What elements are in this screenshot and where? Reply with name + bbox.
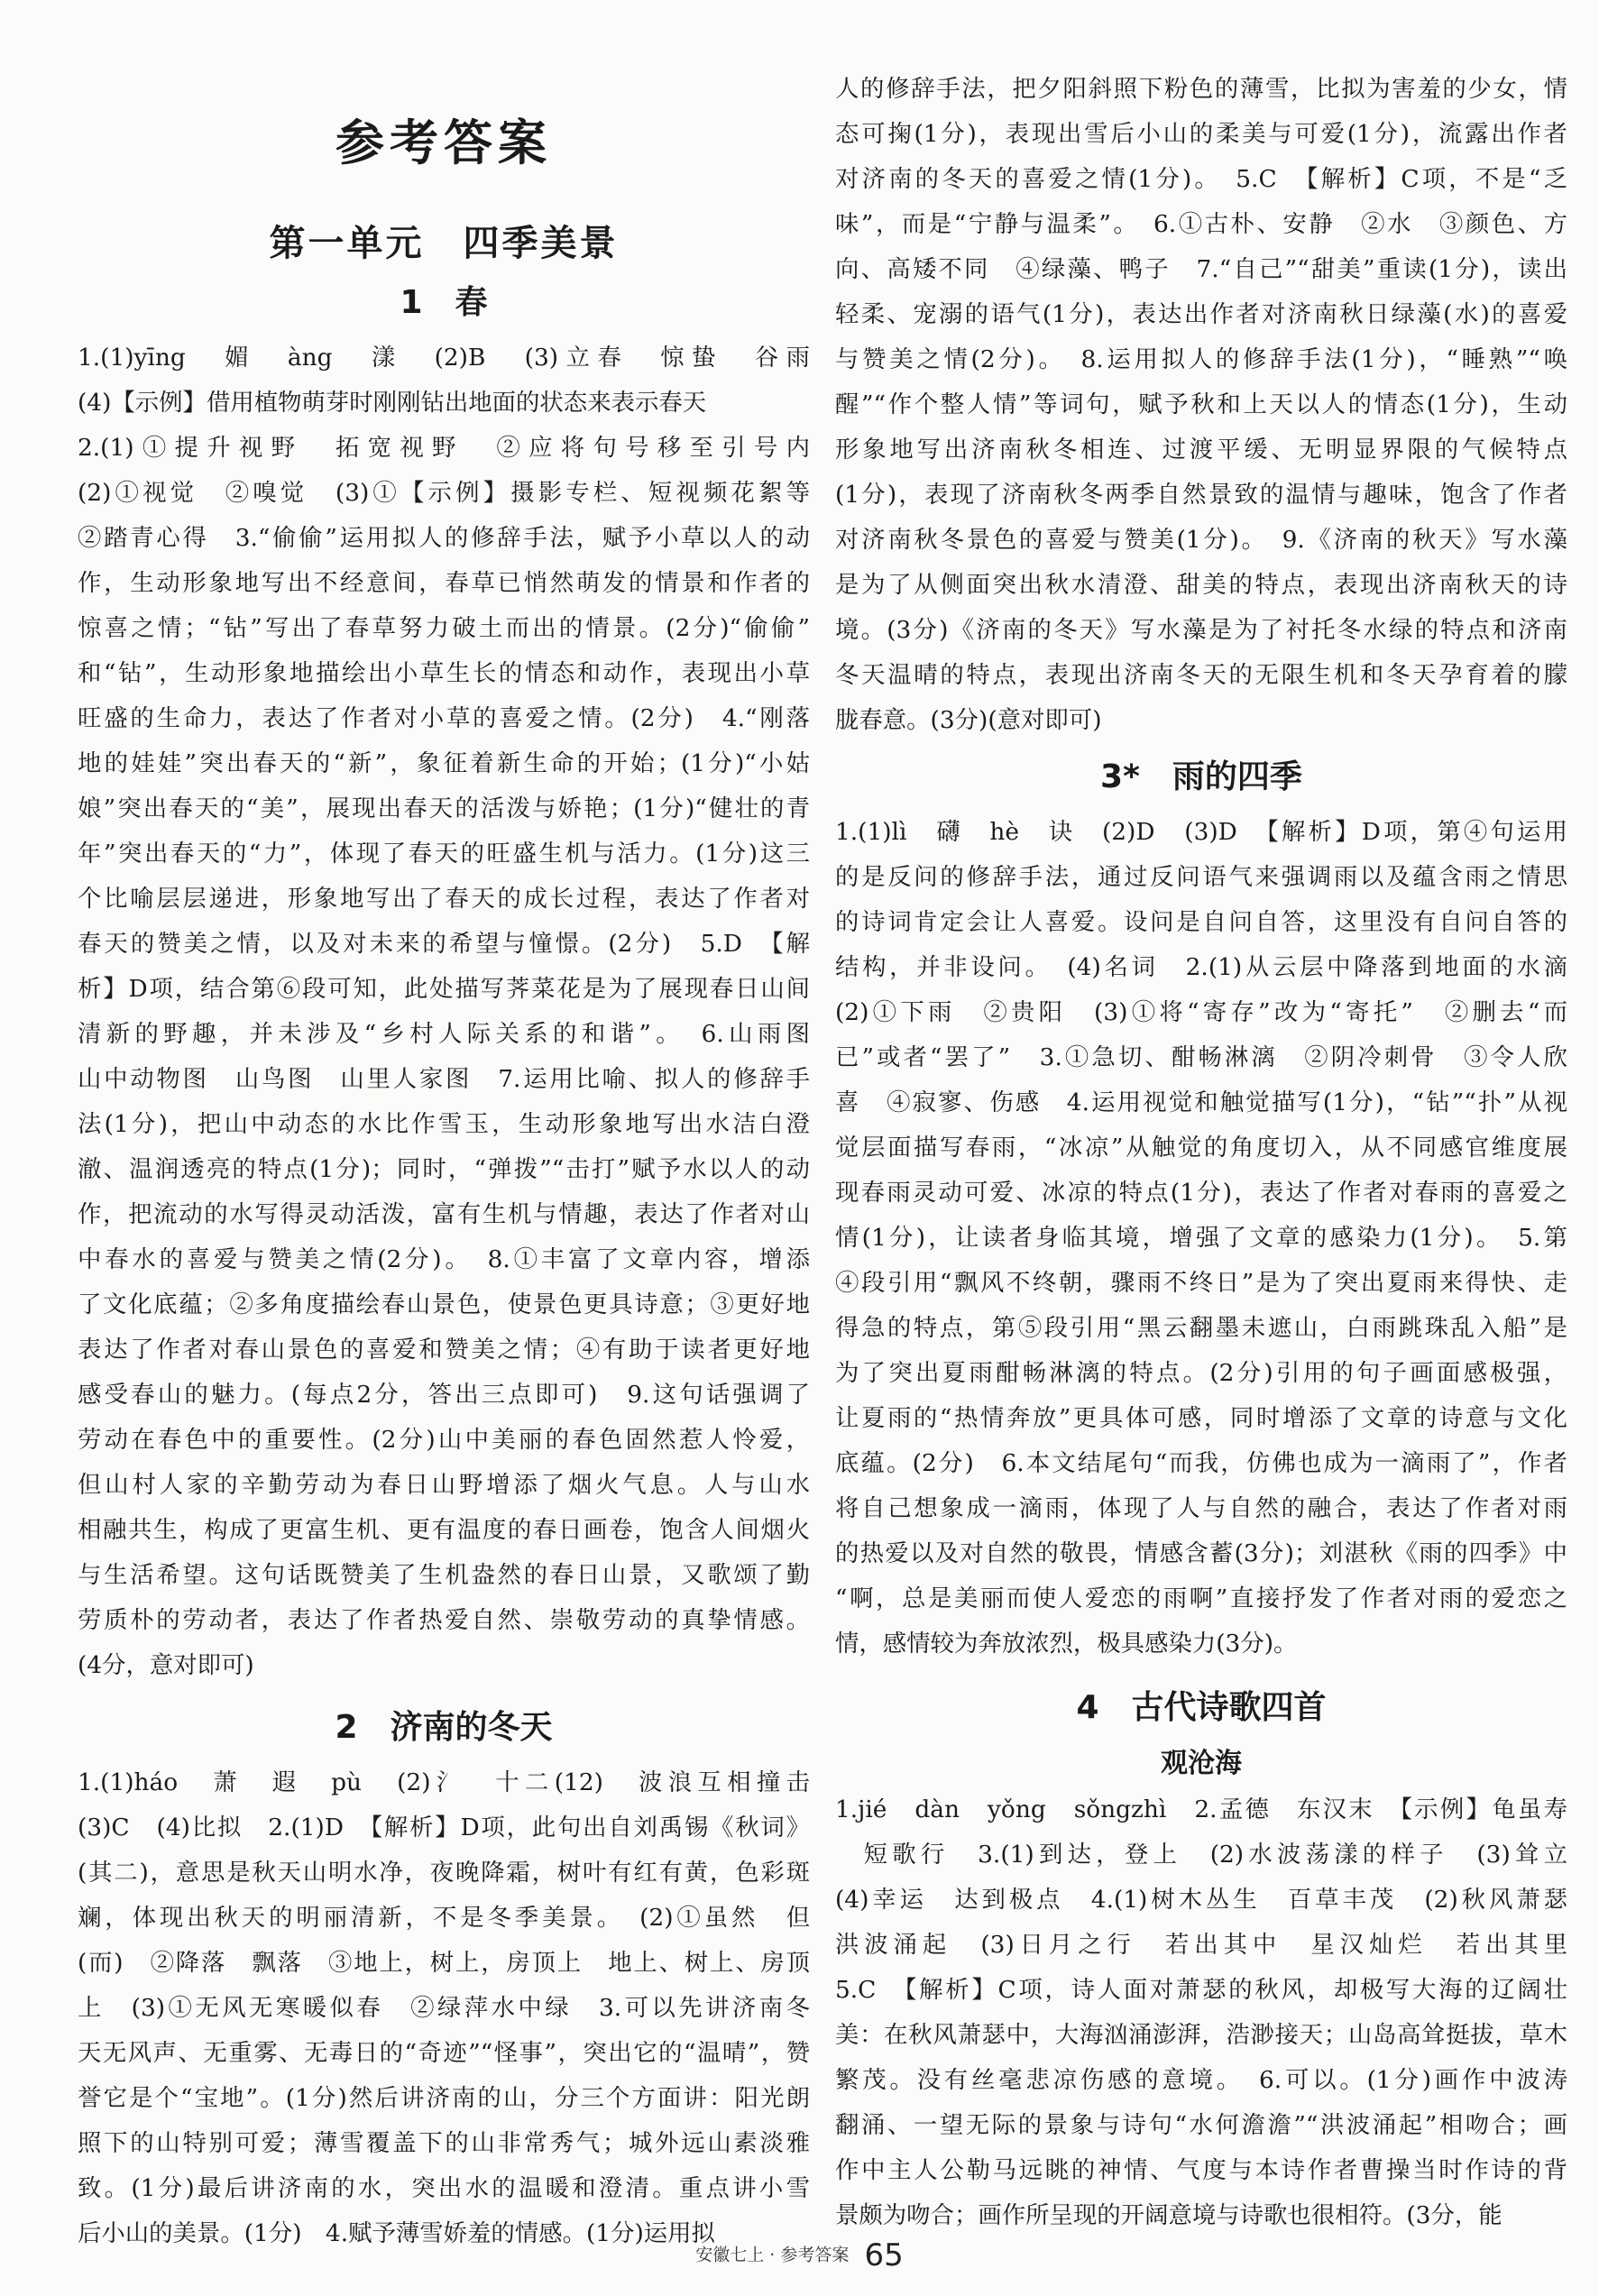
answer-line: 劳动在春色中的重要性。(2分)山中美丽的春色固然惹人怜爱， — [78, 1426, 810, 1454]
answer-line: 让夏雨的“热情奔放”更具体可感，同时增添了文章的诗意与文化 — [835, 1404, 1567, 1432]
answer-line: 情(1分)，让读者身临其境，增强了文章的感染力(1分)。 5.第 — [835, 1224, 1567, 1252]
footer-text: 安徽七上 · 参考答案 — [695, 2245, 850, 2265]
unit-title: 第一单元 四季美景 — [269, 223, 619, 264]
lesson-title-2: 2 济南的冬天 — [335, 1709, 553, 1746]
answer-line: 的热爱以及对自然的敬畏，情感含蓄(3分)；刘湛秋《雨的四季》中 — [835, 1539, 1567, 1567]
answer-line: 惊喜之情；“钻”写出了春草努力破土而出的情景。(2分)“偷偷” — [78, 614, 810, 642]
answer-line: (4分，意对即可) — [78, 1651, 254, 1679]
answer-line: (而) ②降落 飘落 ③地上，树上，房顶上 地上、树上、房顶 — [78, 1949, 810, 1977]
answer-block-lesson-2-cont — [835, 67, 1567, 743]
answer-line: 春天的赞美之情，以及对未来的希望与憧憬。(2分) 5.D 【解 — [78, 930, 810, 958]
answer-line: 翻涌、一望无际的景象与诗句“水何澹澹”“洪波涌起”相吻合；画 — [835, 2111, 1567, 2139]
answer-line: 致。(1分)最后讲济南的水，突出水的温暖和澄清。重点讲小雪 — [78, 2174, 810, 2202]
answer-line: 形象地写出济南秋冬相连、过渡平缓、无明显界限的气候特点 — [835, 436, 1567, 464]
answer-line: 娘”突出春天的“美”，展现出春天的活泼与娇艳；(1分)“健壮的青 — [78, 794, 810, 822]
answer-line: 相融共生，构成了更富生机、更有温度的春日画卷，饱含人间烟火 — [78, 1516, 810, 1544]
answer-line: 1.(1)háo 萧 遐 pù (2)氵 十二(12) 波浪互相撞击 — [78, 1768, 810, 1796]
answer-line: 析】D项，结合第⑥段可知，此处描写荠菜花是为了展现春日山间 — [78, 975, 810, 1003]
answer-line: 境。(3分)《济南的冬天》写水藻是为了衬托冬水绿的特点和济南 — [835, 616, 1567, 644]
answer-line: 醒”“作个整人情”等词句，赋予秋和上天以人的情态(1分)，生动 — [835, 390, 1567, 418]
answer-block-lesson-1 — [78, 335, 810, 1688]
answer-line: (1分)，表现了济南秋冬两季自然景致的温情与趣味，饱含了作者 — [835, 481, 1567, 509]
answer-line: 5.C 【解析】C项，诗人面对萧瑟的秋风，却极写大海的辽阔壮 — [835, 1976, 1567, 2004]
answer-line: (4)幸运 达到极点 4.(1)树木丛生 百草丰茂 (2)秋风萧瑟 — [835, 1886, 1567, 1914]
answer-line: 底蕴。(2分) 6.本文结尾句“而我，仿佛也成为一滴雨了”，作者 — [835, 1449, 1567, 1477]
lesson-title-4: 4 古代诗歌四首 — [1076, 1689, 1327, 1726]
answer-line: 喜 ④寂寥、伤感 4.运用视觉和触觉描写(1分)，“钻”“扑”从视 — [835, 1088, 1567, 1116]
left-column — [78, 0, 810, 2256]
answer-line: 感受春山的魅力。(每点2分，答出三点即可) 9.这句话强调了 — [78, 1381, 810, 1409]
answer-line: (2)①视觉 ②嗅觉 (3)①【示例】摄影专栏、短视频花絮等 — [78, 479, 810, 507]
answer-line: 短歌行 3.(1)到达，登上 (2)水波荡漾的样子 (3)耸立 — [835, 1841, 1567, 1869]
answer-line: 1.jié dàn yǒng sǒngzhì 2.孟德 东汉末 【示例】龟虽寿 — [835, 1795, 1567, 1823]
answer-line: 了文化底蕴；②多角度描绘春山景色，使景色更具诗意；③更好地 — [78, 1290, 810, 1318]
answer-line: 清新的野趣，并未涉及“乡村人际关系的和谐”。 6.山雨图 — [78, 1020, 810, 1048]
answer-line: 结构，并非设问。 (4)名词 2.(1)从云层中降落到地面的水滴 — [835, 953, 1567, 981]
answer-line: 旺盛的生命力，表达了作者对小草的喜爱之情。(2分) 4.“刚落 — [78, 704, 810, 732]
answer-line: 上 (3)①无风无寒暖似春 ②绿萍水中绿 3.可以先讲济南冬 — [78, 1994, 810, 2022]
answer-line: 地的娃娃”突出春天的“新”，象征着新生命的开始；(1分)“小姑 — [78, 749, 810, 777]
answer-line: 的是反问的修辞手法，通过反问语气来强调雨以及蕴含雨之情思 — [835, 863, 1567, 891]
answer-block-lesson-2 — [78, 1760, 810, 2256]
answer-line: 景颇为吻合；画作所呈现的开阔意境与诗歌也很相符。(3分，能 — [835, 2201, 1503, 2229]
lesson-title-1: 1 春 — [400, 284, 488, 321]
answer-line: “啊，总是美丽而使人爱恋的雨啊”直接抒发了作者对雨的爱恋之 — [835, 1584, 1567, 1612]
answer-line: 洪波涌起 (3)日月之行 若出其中 星汉灿烂 若出其里 — [835, 1931, 1567, 1959]
answer-line: 但山村人家的辛勤劳动为春日山野增添了烟火气息。人与山水 — [78, 1471, 810, 1499]
answer-line: 对济南秋冬景色的喜爱与赞美(1分)。 9.《济南的秋天》写水藻 — [835, 526, 1567, 554]
answer-line: 人的修辞手法，把夕阳斜照下粉色的薄雪，比拟为害羞的少女，情 — [835, 75, 1567, 103]
answer-line: 法(1分)，把山中动态的水比作雪玉，生动形象地写出水洁白澄 — [78, 1110, 810, 1138]
answer-line: 和“钻”，生动形象地描绘出小草生长的情态和动作，表现出小草 — [78, 659, 810, 687]
answer-line: (4)【示例】借用植物萌芽时刚刚钻出地面的状态来表示春天 — [78, 389, 707, 417]
answer-line: (2)①下雨 ②贵阳 (3)①将“寄存”改为“寄托” ②删去“而 — [835, 998, 1567, 1026]
answer-line: 味”，而是“宁静与温柔”。 6.①古朴、安静 ②水 ③颜色、方 — [835, 210, 1567, 238]
answer-line: 现春雨灵动可爱、冰凉的特点(1分)，表达了作者对春雨的喜爱之 — [835, 1179, 1567, 1207]
answer-line: 觉层面描写春雨，“冰凉”从触觉的角度切入，从不同感官维度展 — [835, 1134, 1567, 1162]
answer-line: 年”突出春天的“力”，体现了春天的旺盛生机与活力。(1分)这三 — [78, 840, 810, 868]
answer-line: 澈、温润透亮的特点(1分)；同时，“弹拨”“击打”赋予水以人的动 — [78, 1155, 810, 1183]
answer-line: 态可掬(1分)，表现出雪后小山的柔美与可爱(1分)，流露出作者 — [835, 120, 1567, 148]
answer-line: 作中主人公勒马远眺的神情、气度与本诗作者曹操当时作诗的背 — [835, 2156, 1567, 2184]
answer-line: 与生活希望。这句话既赞美了生机盎然的春日山景，又歌颂了勤 — [78, 1561, 810, 1589]
page-footer — [0, 2236, 1599, 2273]
answer-line: 斓，体现出秋天的明丽清新，不是冬季美景。 (2)①虽然 但 — [78, 1904, 810, 1932]
answer-line: 对济南的冬天的喜爱之情(1分)。 5.C 【解析】C项，不是“乏 — [835, 165, 1567, 193]
lesson-title-3: 3* 雨的四季 — [1100, 758, 1302, 795]
right-column — [835, 0, 1567, 2238]
answer-line: 1.(1)lì 礴 hè 诀 (2)D (3)D 【解析】D项，第④句运用 — [835, 818, 1567, 846]
answer-block-lesson-4 — [835, 1787, 1567, 2238]
answer-line: 为了突出夏雨酣畅淋漓的特点。(2分)引用的句子画面感极强， — [835, 1359, 1567, 1387]
answer-block-lesson-3 — [835, 810, 1567, 1667]
answer-line: 照下的山特别可爱；薄雪覆盖下的山非常秀气；城外远山素淡雅 — [78, 2129, 810, 2157]
poem-title: 观沧海 — [1161, 1748, 1242, 1779]
answer-line: 表达了作者对春山景色的喜爱和赞美之情；④有助于读者更好地 — [78, 1336, 810, 1364]
answer-line: 轻柔、宠溺的语气(1分)，表达出作者对济南秋日绿藻(水)的喜爱 — [835, 300, 1567, 328]
answer-line: 得急的特点，第⑤段引用“黑云翻墨未遮山，白雨跳珠乱入船”是 — [835, 1314, 1567, 1342]
answer-line: 已”或者“罢了” 3.①急切、酣畅淋漓 ②阴冷刺骨 ③令人欣 — [835, 1043, 1567, 1071]
page-title: 参考答案 — [335, 115, 552, 171]
answer-line: ②踏青心得 3.“偷偷”运用拟人的修辞手法，赋予小草以人的动 — [78, 524, 810, 552]
answer-line: 繁茂。没有丝毫悲凉伤感的意境。 6.可以。(1分)画作中波涛 — [835, 2066, 1567, 2094]
answer-line: 个比喻层层递进，形象地写出了春天的成长过程，表达了作者对 — [78, 885, 810, 913]
page-number: 65 — [864, 2236, 904, 2273]
answer-line: 誉它是个“宝地”。(1分)然后讲济南的山，分三个方面讲：阳光朗 — [78, 2084, 810, 2112]
answer-line: 的诗词肯定会让人喜爱。设问是自问自答，这里没有自问自答的 — [835, 908, 1567, 936]
answer-line: 山中动物图 山鸟图 山里人家图 7.运用比喻、拟人的修辞手 — [78, 1065, 810, 1093]
answer-line: 情，感情较为奔放浓烈，极具感染力(3分)。 — [835, 1630, 1298, 1658]
answer-line: 是为了从侧面突出秋水清澄、甜美的特点，表现出济南秋天的诗 — [835, 571, 1567, 599]
answer-line: 美：在秋风萧瑟中，大海汹涌澎湃，浩渺接天；山岛高耸挺拔，草木 — [835, 2021, 1567, 2049]
answer-line: ④段引用“飘风不终朝，骤雨不终日”是为了突出夏雨来得快、走 — [835, 1269, 1567, 1297]
answer-line: 胧春意。(3分)(意对即可) — [835, 706, 1102, 734]
answer-line: 作，把流动的水写得灵动活泼，富有生机与情趣，表达了作者对山 — [78, 1200, 810, 1228]
answer-line: (其二)，意思是秋天山明水净，夜晚降霜，树叶有红有黄，色彩斑 — [78, 1859, 810, 1887]
answer-line: 2.(1)①提升视野 拓宽视野 ②应将句号移至引号内 — [78, 434, 810, 462]
answer-line: 冬天温晴的特点，表现出济南冬天的无限生机和冬天孕育着的朦 — [835, 661, 1567, 689]
answer-line: 将自己想象成一滴雨，体现了人与自然的融合，表达了作者对雨 — [835, 1494, 1567, 1522]
answer-line: (3)C (4)比拟 2.(1)D 【解析】D项，此句出自刘禹锡《秋词》 — [78, 1814, 810, 1841]
answer-line: 向、高矮不同 ④绿藻、鸭子 7.“自己”“甜美”重读(1分)，读出 — [835, 255, 1567, 283]
answer-line: 中春水的喜爱与赞美之情(2分)。 8.①丰富了文章内容，增添 — [78, 1245, 810, 1273]
answer-line: 劳质朴的劳动者，表达了作者热爱自然、崇敬劳动的真挚情感。 — [78, 1606, 810, 1634]
answer-line: 后小山的美景。(1分) 4.赋予薄雪娇羞的情感。(1分)运用拟 — [78, 2219, 715, 2247]
answer-line: 与赞美之情(2分)。 8.运用拟人的修辞手法(1分)，“睡熟”“唤 — [835, 345, 1567, 373]
answer-line: 作，生动形象地写出不经意间，春草已悄然萌发的情景和作者的 — [78, 569, 810, 597]
answer-line: 1.(1)yīng 媚 àng 漾 (2)B (3)立春 惊蛰 谷雨 — [78, 344, 810, 372]
answer-line: 天无风声、无重雾、无毒日的“奇迹”“怪事”，突出它的“温晴”，赞 — [78, 2039, 810, 2067]
